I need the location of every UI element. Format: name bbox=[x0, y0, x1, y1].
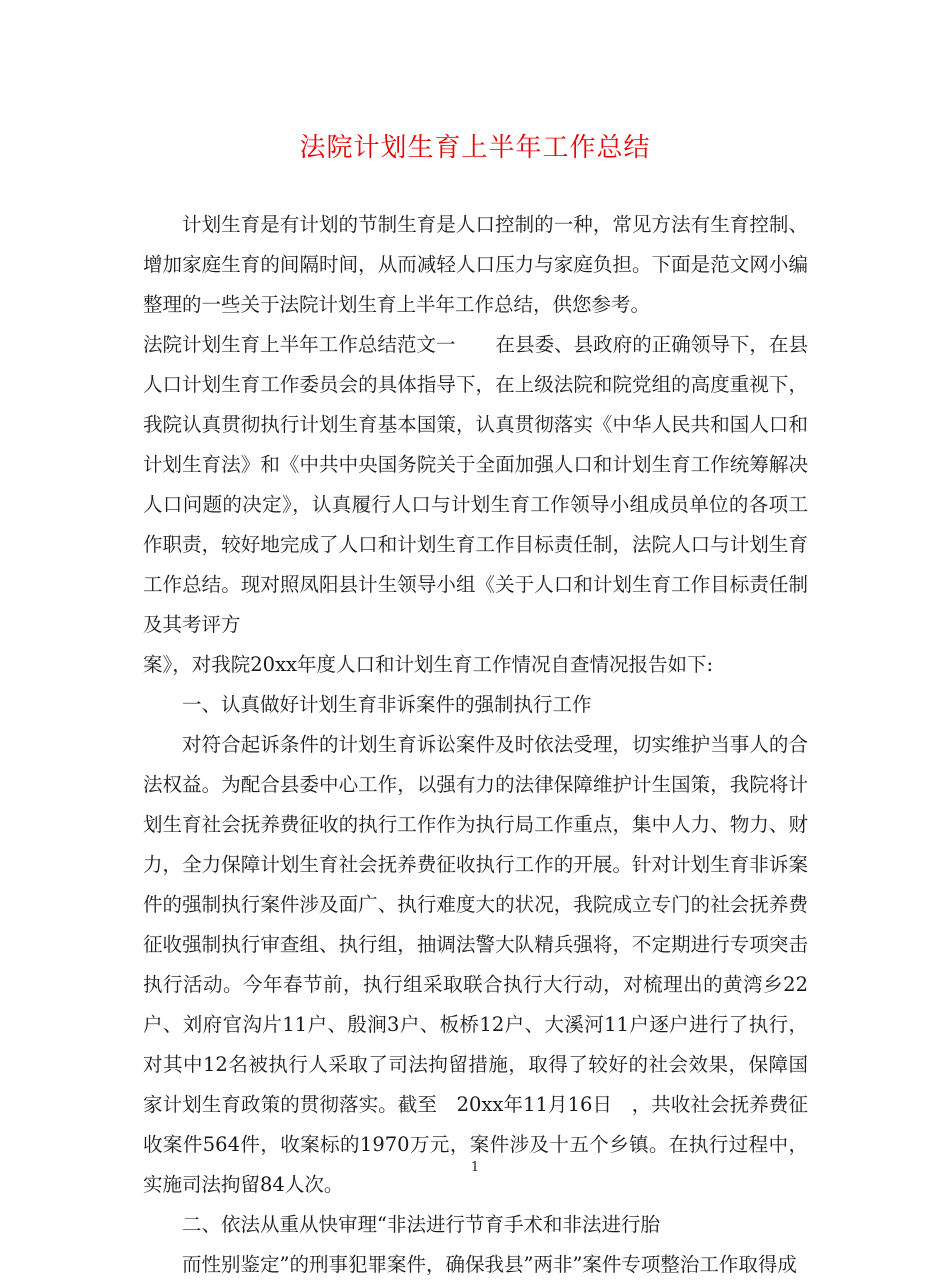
sample-paragraph bbox=[143, 325, 808, 645]
document-body bbox=[143, 205, 808, 1285]
sample-heading: 法院计划生育上半年工作总结范文一 bbox=[143, 333, 456, 356]
section-two-paragraph: 而性别鉴定”的刑事犯罪案件，确保我县”两非”案件专项整治工作取得成 bbox=[182, 1253, 797, 1276]
sample-body-text: 在县委、县政府的正确领导下，在县人口计划生育工作委员会的具体指导下，在上级法院和院党组的高度重视下，我院认真贯彻执行计划生育基本国策，认真贯彻落实《中华人民共和国人口和计划生育法》和《中共中央国务院关于全面加强人口和计划生育工作统筹解决人口问题的决定》，认真履行人口与计划生育工作领导小组成员单位的各项工作职责，较好地完成了人口和计划生育工作目标责任制，法院人口与计划生育工作总结。现对照凤阳县计生领导小组《关于人口和计划生育工作目标责任制及其考评方 bbox=[143, 333, 808, 636]
section-one-paragraph: 对符合起诉条件的计划生育诉讼案件及时依法受理，切实维护当事人的合法权益。为配合县委中心工作，以强有力的法律保障维护计生国策，我院将计划生育社会抚养费征收的执行工作作为执行局工作重点，集中人力、物力、财力，全力保障计划生育社会抚养费征收执行工作的开展。针对计划生育非诉案件的强制执行案件涉及面广、执行难度大的状况，我院成立专门的社会抚养费征收强制执行审查组、执行组，抽调法警大队精兵强将，不定期进行专项突击执行活动。今年春节前，执行组采取联合执行大行动，对梳理出的黄湾乡22户、刘府官沟片11户、殷涧3户、板桥12户、大溪河11户逐户进行了执行，对其中12名被执行人采取了司法拘留措施，取得了较好的社会效果，保障国家计划生育政策的贯彻落实。截至 20xx年11月16日 ，共收社会抚养费征收案件564件，收案标的1970万元，案件涉及十五个乡镇。在执行过程中，实施司法拘留84人次。 bbox=[143, 733, 808, 1196]
document-title: 法院计划生育上半年工作总结 bbox=[299, 133, 651, 163]
section-two-heading: 二、依法从重从快审理“非法进行节育手术和非法进行胎 bbox=[182, 1213, 660, 1236]
page-number: 1 bbox=[470, 1160, 480, 1175]
intro-paragraph: 计划生育是有计划的节制生育是人口控制的一种，常见方法有生育控制、增加家庭生育的间隔时间，从而减轻人口压力与家庭负担。下面是范文网小编整理的一些关于法院计划生育上半年工作总结，供您参考。 bbox=[143, 213, 808, 316]
report-intro-line: 案》，对我院20xx年度人口和计划生育工作情况自查情况报告如下: bbox=[143, 653, 714, 676]
section-one-heading: 一、认真做好计划生育非诉案件的强制执行工作 bbox=[182, 693, 592, 716]
